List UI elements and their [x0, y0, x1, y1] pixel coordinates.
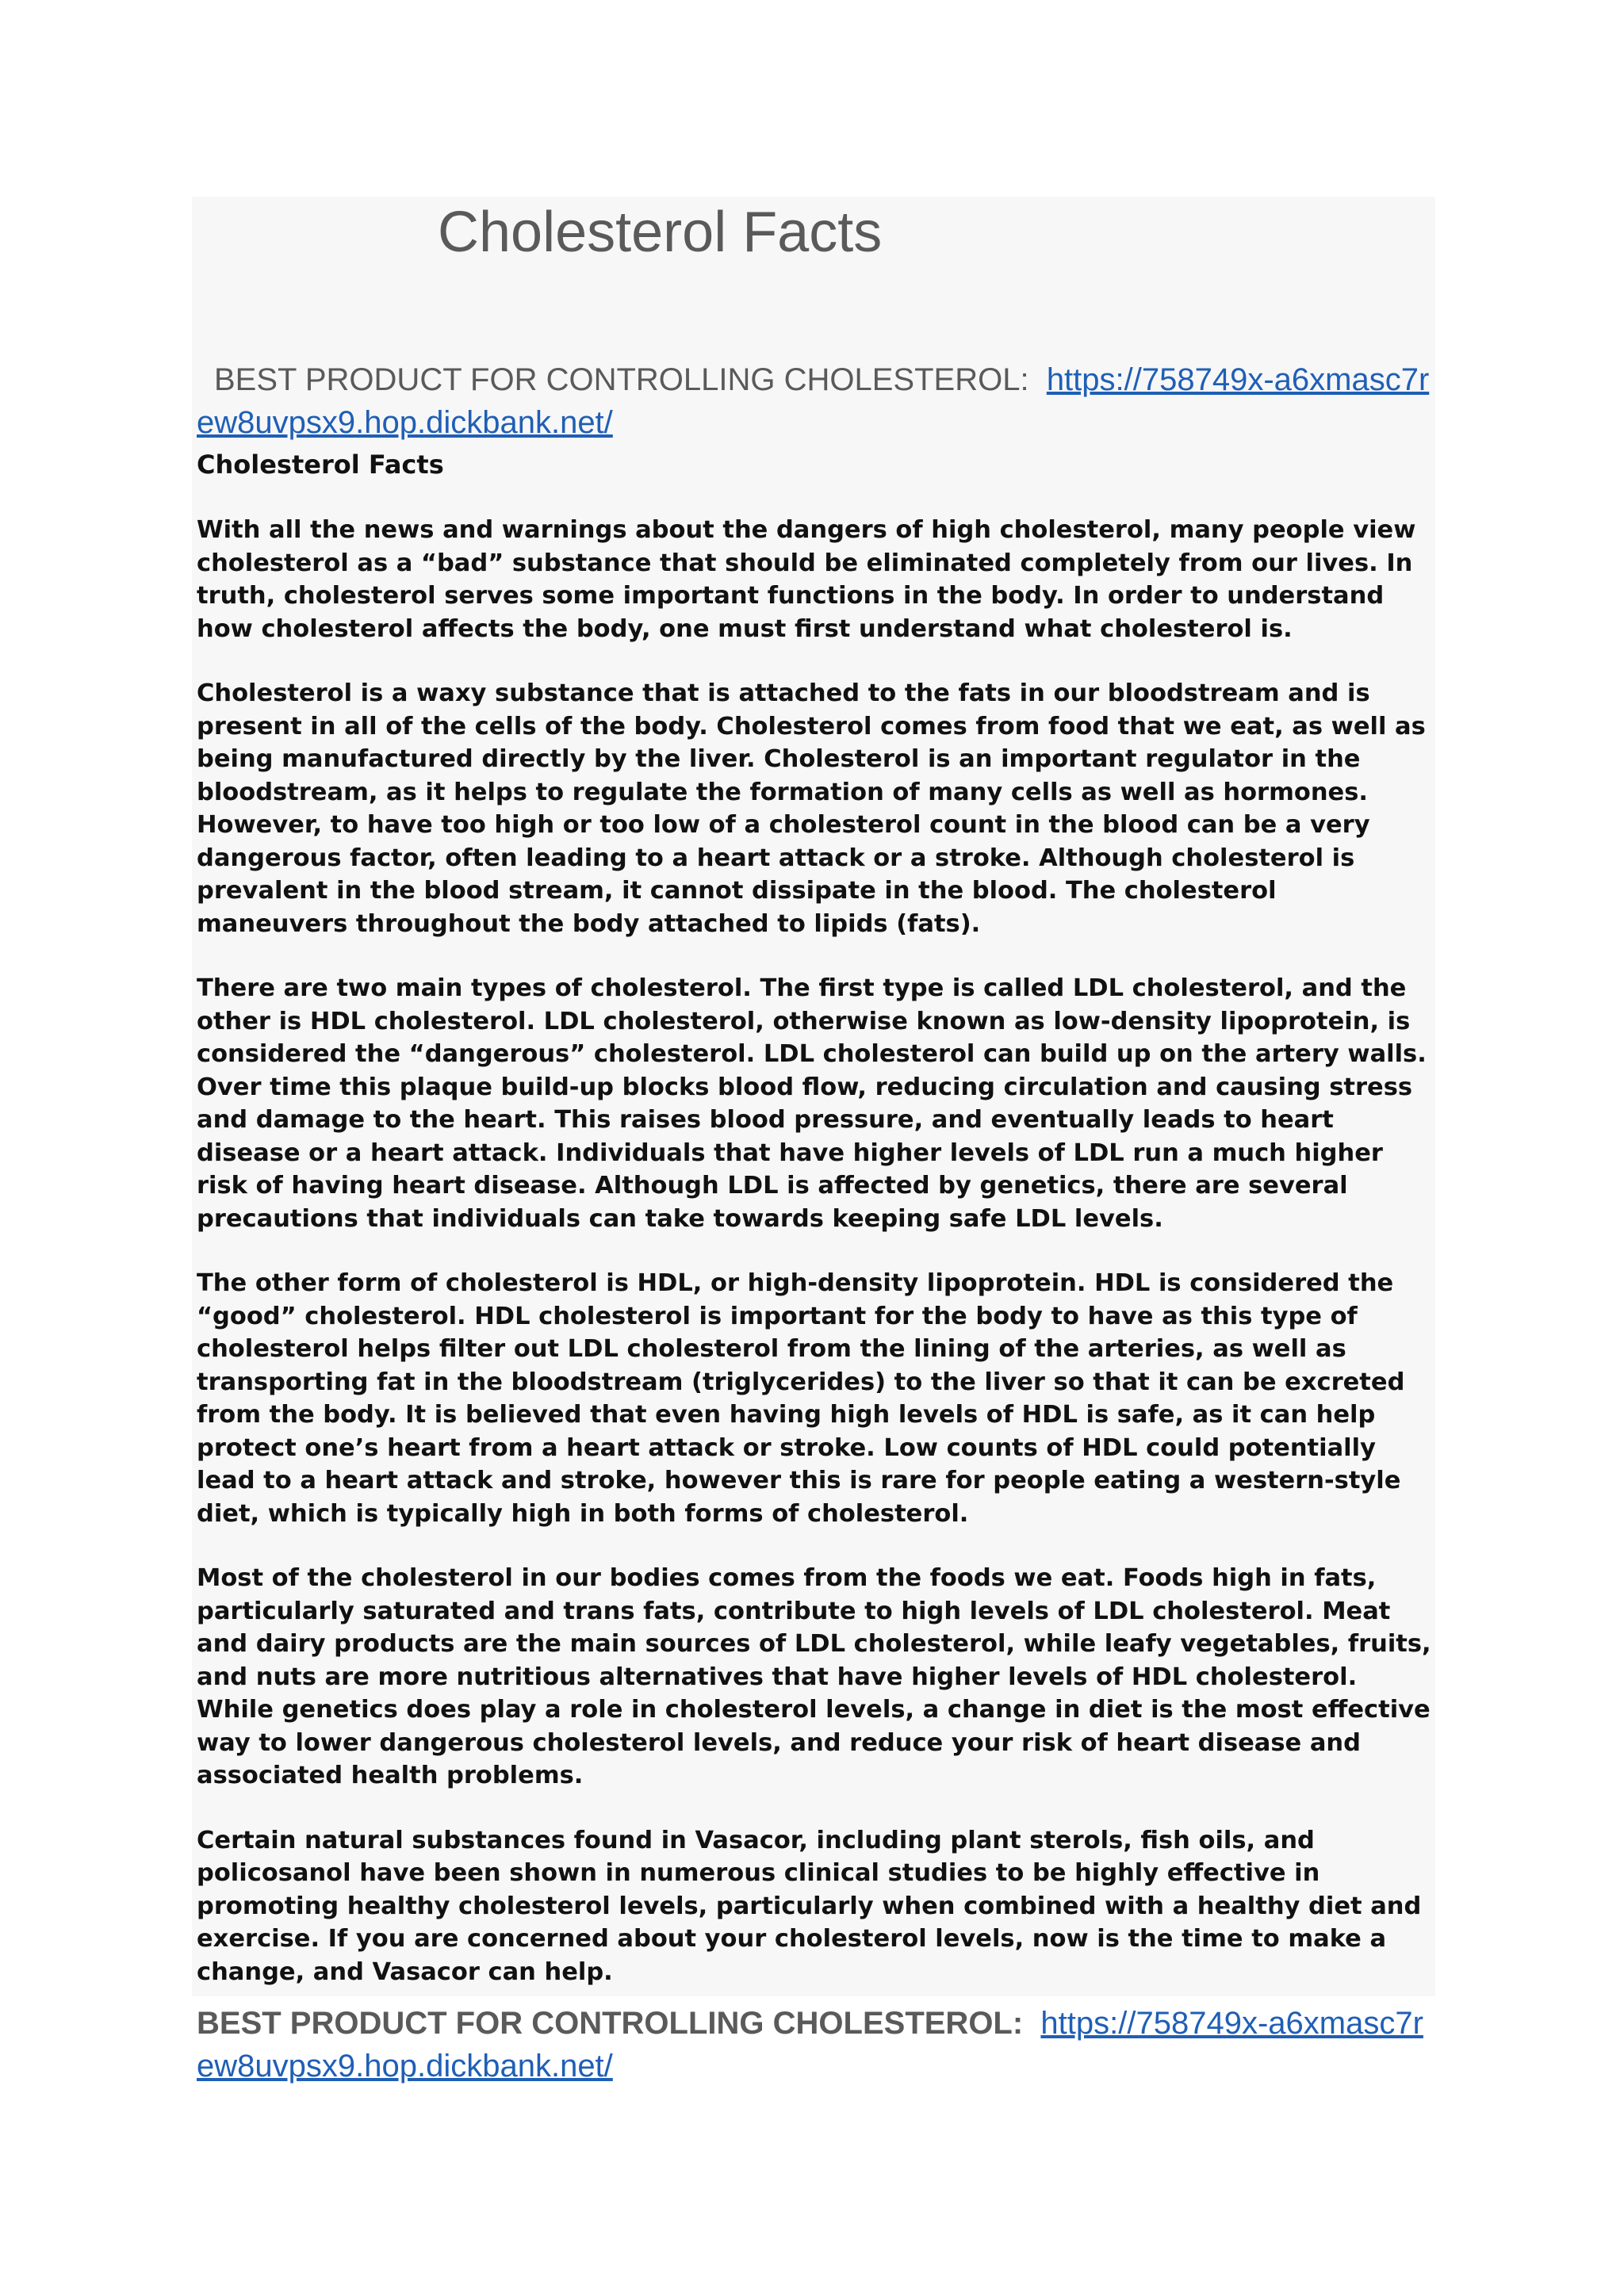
- promo-label: BEST PRODUCT FOR CONTROLLING CHOLESTEROL:: [197, 2006, 1024, 2041]
- promo-label: BEST PRODUCT FOR CONTROLLING CHOLESTEROL:: [214, 362, 1029, 397]
- promo-banner-top: [197, 358, 1434, 444]
- paragraph-hdl: The other form of cholesterol is HDL, or high-density lipoprotein. HDL is considered the “good” cholesterol. HDL cholesterol is important for the body to have as this type of cholesterol helps filter out LDL cholesterol from the lining of the arteries, as well as transporting fat in the bloodstream (triglycerides) to the liver so that it can be excreted from the body. It is believed that even having high levels of HDL is safe, as it can help protect one’s heart from a heart attack or stroke. Low counts of HDL could potentially lead to a heart attack and stroke, however this is rare for people eating a western-style diet, which is typically high in both forms of cholesterol.: [197, 1269, 1405, 1528]
- paragraph-vasacor: Certain natural substances found in Vasacor, including plant sterols, fish oils, and policosanol have been shown in numerous clinical studies to be highly effective in promoting healthy cholesterol levels, particularly when combined with a healthy diet and exercise. If you are concerned about your cholesterol levels, now is the time to make a change, and Vasacor can help.: [197, 1826, 1422, 1986]
- page-title: Cholesterol Facts: [438, 201, 883, 264]
- paragraph-what-is-cholesterol: Cholesterol is a waxy substance that is attached to the fats in our bloodstream and is present in all of the cells of the body. Cholesterol comes from food that we eat, as well as being manufactured directly by the liver. Cholesterol is an important regulator in the bloodstream, as it helps to regulate the formation of many cells as well as hormones. However, to have too high or too low of a cholesterol count in the blood can be a very dangerous factor, often leading to a heart attack or a stroke. Although cholesterol is prevalent in the blood stream, it cannot dissipate in the blood. The cholesterol maneuvers throughout the body attached to lipids (fats).: [197, 679, 1426, 938]
- paragraph-ldl: There are two main types of cholesterol. The first type is called LDL cholesterol, and the other is HDL cholesterol. LDL cholesterol, otherwise known as low-density lipoprotein, is considered the “dangerous” cholesterol. LDL cholesterol can build up on the artery walls. Over time this plaque build-up blocks blood flow, reducing circulation and causing stress and damage to the heart. This raises blood pressure, and eventually leads to heart disease or a heart attack. Individuals that have higher levels of LDL run a much higher risk of having heart disease. Although LDL is affected by genetics, there are several precautions that individuals can take towards keeping safe LDL levels.: [197, 974, 1427, 1233]
- paragraph-intro: With all the news and warnings about the dangers of high cholesterol, many people view cholesterol as a “bad” substance that should be eliminated completely from our lives. In truth, cholesterol serves some important functions in the body. In order to understand how cholesterol affects the body, one must first understand what cholesterol is.: [197, 516, 1416, 643]
- paragraph-diet: Most of the cholesterol in our bodies comes from the foods we eat. Foods high in fats, particularly saturated and trans fats, contribute to high levels of LDL cholesterol. Meat and dairy products are the main sources of LDL cholesterol, while leafy vegetables, fruits, and nuts are more nutritious alternatives that have higher levels of HDL cholesterol. While genetics does play a role in cholesterol levels, a change in diet is the most effective way to lower dangerous cholesterol levels, and reduce your risk of heart disease and associated health problems.: [197, 1564, 1431, 1789]
- article-subheading: Cholesterol Facts: [197, 450, 444, 480]
- promo-link[interactable]: https://758749x-a6xmasc7rew8uvpsx9.hop.dickbank.net/: [197, 362, 1430, 440]
- promo-link[interactable]: https://758749x-a6xmasc7rew8uvpsx9.hop.dickbank.net/: [197, 2006, 1423, 2084]
- promo-banner-bottom: [197, 2002, 1434, 2087]
- article-body: [197, 447, 1434, 2020]
